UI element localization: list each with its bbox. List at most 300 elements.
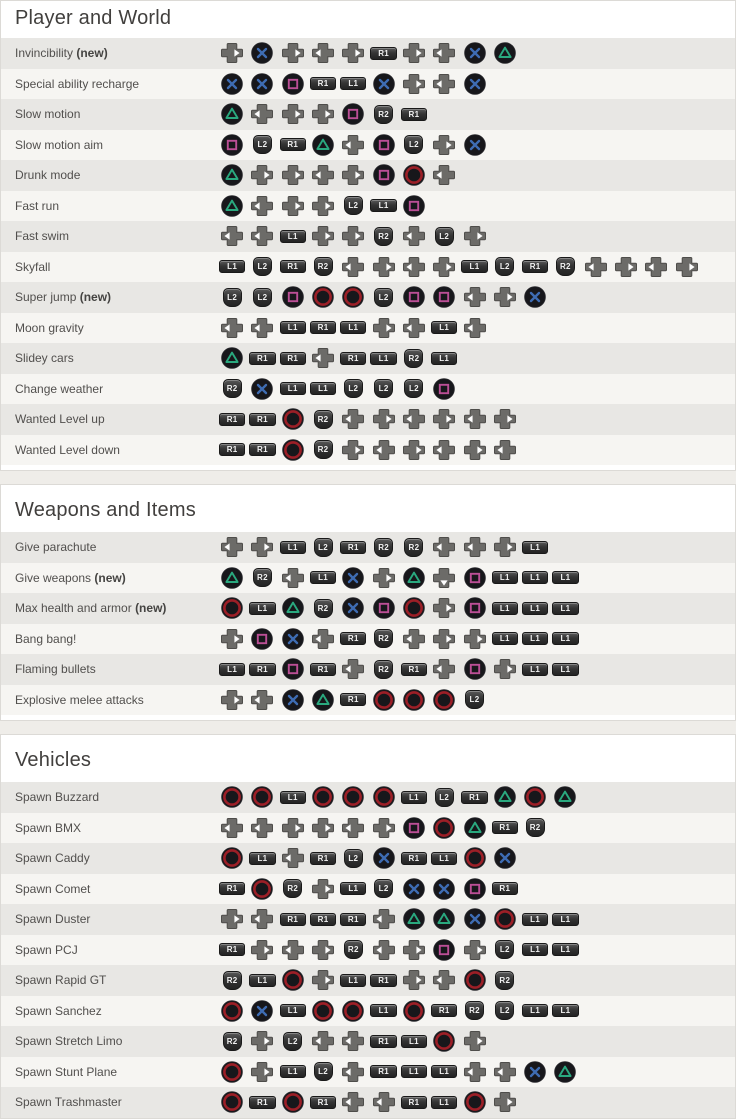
dpad-left-icon [461, 316, 487, 340]
l1-button-icon: L1 [249, 974, 275, 987]
r1-button-icon: R1 [370, 974, 396, 987]
l1-button-icon: L1 [552, 632, 578, 645]
l2-button-slot [492, 938, 518, 962]
dpad-right-icon [431, 407, 457, 431]
r1-button-icon: R1 [340, 541, 366, 554]
triangle-button-icon [219, 566, 245, 590]
r2-button-icon: R2 [374, 227, 393, 246]
dpad-left-icon [401, 316, 427, 340]
cheat-label: Fast run [15, 198, 60, 213]
circle-button-icon [401, 596, 427, 620]
cheat-rows [1, 532, 735, 715]
dpad-left-icon [310, 163, 336, 187]
r1-button-slot [492, 816, 518, 840]
dpad-right-icon [401, 438, 427, 462]
l1-button-icon: L1 [492, 571, 518, 584]
dpad-left-icon [431, 41, 457, 65]
dpad-right-icon [461, 1029, 487, 1053]
l2-button-icon: L2 [344, 196, 363, 215]
dpad-right-icon [461, 938, 487, 962]
dpad-left-icon [401, 224, 427, 248]
r1-button-slot [401, 1090, 427, 1114]
button-sequence [219, 968, 518, 992]
l1-button-icon: L1 [340, 321, 366, 334]
l1-button-slot [370, 194, 396, 218]
dpad-right-icon [461, 438, 487, 462]
l1-button-slot [552, 566, 578, 590]
l1-button-slot [522, 566, 548, 590]
l2-button-icon: L2 [253, 288, 272, 307]
l1-button-slot [249, 846, 275, 870]
button-sequence [219, 133, 488, 157]
triangle-button-icon [401, 907, 427, 931]
triangle-button-icon [310, 688, 336, 712]
dpad-right-icon [280, 41, 306, 65]
l1-button-slot [370, 346, 396, 370]
l2-button-icon: L2 [495, 257, 514, 276]
l1-button-slot [522, 627, 548, 651]
cross-button-icon [280, 627, 306, 651]
r1-button-icon: R1 [310, 321, 336, 334]
dpad-left-icon [249, 688, 275, 712]
l1-button-slot [431, 846, 457, 870]
button-sequence [219, 627, 579, 651]
cheat-label: Spawn Sanchez [15, 1003, 102, 1018]
dpad-down-icon [431, 566, 457, 590]
r1-button-icon: R1 [370, 47, 396, 60]
circle-button-icon [401, 688, 427, 712]
dpad-right-icon [219, 627, 245, 651]
r2-button-slot [401, 346, 427, 370]
r1-button-icon: R1 [280, 138, 306, 151]
l1-button-icon: L1 [522, 663, 548, 676]
dpad-left-icon [431, 968, 457, 992]
l2-button-icon: L2 [253, 135, 272, 154]
circle-button-icon [280, 407, 306, 431]
r2-button-slot [340, 938, 366, 962]
l1-button-icon: L1 [431, 321, 457, 334]
button-sequence [219, 596, 579, 620]
r2-button-icon: R2 [374, 105, 393, 124]
r1-button-slot [340, 346, 366, 370]
r1-button-slot [370, 968, 396, 992]
r1-button-icon: R1 [280, 260, 306, 273]
cross-button-icon [522, 1060, 548, 1084]
cheat-row [1, 374, 735, 405]
circle-button-icon [249, 785, 275, 809]
r1-button-slot [249, 407, 275, 431]
r1-button-slot [461, 785, 487, 809]
l2-button-slot [249, 285, 275, 309]
dpad-right-icon [370, 407, 396, 431]
circle-button-icon [310, 999, 336, 1023]
circle-button-icon [219, 999, 245, 1023]
circle-button-icon [461, 968, 487, 992]
cross-button-icon [522, 285, 548, 309]
dpad-left-icon [461, 285, 487, 309]
dpad-left-icon [340, 133, 366, 157]
section-vehicles [0, 734, 736, 1119]
cheat-label: Special ability recharge [15, 76, 140, 91]
l1-button-icon: L1 [340, 77, 366, 90]
l1-button-slot [431, 316, 457, 340]
l1-button-slot [522, 907, 548, 931]
cross-button-icon [461, 907, 487, 931]
r1-button-icon: R1 [401, 1096, 427, 1109]
r1-button-icon: R1 [310, 1096, 336, 1109]
r1-button-icon: R1 [401, 852, 427, 865]
l1-button-slot [522, 938, 548, 962]
r2-button-icon: R2 [404, 538, 423, 557]
r1-button-slot [219, 938, 245, 962]
r1-button-icon: R1 [492, 882, 518, 895]
dpad-right-icon [219, 41, 245, 65]
l2-button-slot [431, 224, 457, 248]
l1-button-slot [492, 566, 518, 590]
r2-button-icon: R2 [314, 410, 333, 429]
dpad-right-icon [461, 627, 487, 651]
l2-button-slot [370, 877, 396, 901]
cheat-label: Max health and armor (new) [15, 601, 167, 616]
r1-button-slot [431, 999, 457, 1023]
dpad-right-icon [310, 877, 336, 901]
cheat-label: Skyfall [15, 259, 51, 274]
button-sequence [219, 907, 579, 931]
dpad-left-icon [249, 907, 275, 931]
l2-button-slot [280, 1029, 306, 1053]
r1-button-icon: R1 [492, 821, 518, 834]
triangle-button-icon [552, 785, 578, 809]
new-badge: (new) [79, 290, 112, 305]
circle-button-icon [522, 785, 548, 809]
l2-button-icon: L2 [283, 1032, 302, 1051]
l1-button-icon: L1 [249, 852, 275, 865]
r2-button-slot [219, 377, 245, 401]
l2-button-icon: L2 [374, 288, 393, 307]
square-button-icon [249, 627, 275, 651]
r2-button-slot [310, 255, 336, 279]
triangle-button-icon [219, 194, 245, 218]
r1-button-slot [219, 407, 245, 431]
l1-button-icon: L1 [492, 632, 518, 645]
cheat-row [1, 843, 735, 874]
square-button-icon [431, 377, 457, 401]
cross-button-icon [461, 133, 487, 157]
r2-button-slot [370, 102, 396, 126]
button-sequence [219, 438, 518, 462]
r1-button-slot [249, 657, 275, 681]
dpad-left-icon [310, 346, 336, 370]
cheat-label: Wanted Level down [15, 442, 120, 457]
l2-button-slot [340, 846, 366, 870]
circle-button-icon [401, 163, 427, 187]
button-sequence [219, 163, 457, 187]
dpad-left-icon [431, 163, 457, 187]
r2-button-icon: R2 [556, 257, 575, 276]
l2-button-icon: L2 [465, 690, 484, 709]
dpad-right-icon [249, 938, 275, 962]
cheat-row [1, 624, 735, 655]
r1-button-icon: R1 [249, 352, 275, 365]
l1-button-icon: L1 [492, 602, 518, 615]
button-sequence [219, 224, 488, 248]
cheat-row [1, 935, 735, 966]
r1-button-icon: R1 [340, 352, 366, 365]
l2-button-slot [340, 194, 366, 218]
triangle-button-icon [461, 816, 487, 840]
circle-button-icon [310, 785, 336, 809]
l1-button-slot [552, 657, 578, 681]
cheat-label: Fast swim [15, 229, 69, 244]
l1-button-icon: L1 [280, 321, 306, 334]
dpad-right-icon [370, 566, 396, 590]
dpad-left-icon [492, 438, 518, 462]
l2-button-icon: L2 [314, 1062, 333, 1081]
l1-button-slot [340, 316, 366, 340]
l2-button-slot [492, 999, 518, 1023]
r1-button-slot [310, 72, 336, 96]
r2-button-icon: R2 [374, 629, 393, 648]
dpad-right-icon [340, 438, 366, 462]
dpad-left-icon [370, 1090, 396, 1114]
circle-button-icon [249, 877, 275, 901]
l1-button-icon: L1 [370, 1004, 396, 1017]
dpad-right-icon [401, 968, 427, 992]
button-sequence [219, 346, 457, 370]
cheat-row [1, 69, 735, 100]
l1-button-icon: L1 [280, 230, 306, 243]
l2-button-icon: L2 [223, 288, 242, 307]
r2-button-slot [552, 255, 578, 279]
r2-button-slot [249, 566, 275, 590]
l2-button-slot [492, 255, 518, 279]
dpad-left-icon [401, 255, 427, 279]
l1-button-icon: L1 [552, 943, 578, 956]
l1-button-icon: L1 [401, 1035, 427, 1048]
l2-button-icon: L2 [404, 379, 423, 398]
dpad-left-icon [280, 566, 306, 590]
l1-button-icon: L1 [401, 1065, 427, 1078]
button-sequence [219, 194, 427, 218]
button-sequence [219, 657, 579, 681]
l1-button-slot [552, 907, 578, 931]
r2-button-slot [280, 877, 306, 901]
r1-button-slot [310, 316, 336, 340]
r1-button-slot [370, 1029, 396, 1053]
r1-button-slot [219, 438, 245, 462]
l1-button-icon: L1 [431, 1065, 457, 1078]
button-sequence [219, 377, 457, 401]
dpad-right-icon [249, 1060, 275, 1084]
dpad-left-icon [431, 657, 457, 681]
button-sequence [219, 1060, 579, 1084]
dpad-right-icon [370, 816, 396, 840]
button-sequence [219, 255, 700, 279]
dpad-left-icon [340, 1060, 366, 1084]
r2-button-icon: R2 [374, 538, 393, 557]
cheat-row [1, 782, 735, 813]
dpad-right-icon [492, 1090, 518, 1114]
l2-button-slot [249, 255, 275, 279]
cross-button-icon [370, 846, 396, 870]
section-title: Vehicles [15, 749, 92, 771]
dpad-right-icon [431, 133, 457, 157]
l1-button-slot [249, 968, 275, 992]
triangle-button-icon [401, 566, 427, 590]
r1-button-icon: R1 [219, 882, 245, 895]
dpad-left-icon [310, 1029, 336, 1053]
r2-button-icon: R2 [223, 379, 242, 398]
r2-button-icon: R2 [314, 257, 333, 276]
r1-button-icon: R1 [370, 1035, 396, 1048]
button-sequence [219, 1090, 518, 1114]
r1-button-slot [370, 41, 396, 65]
l1-button-slot [280, 224, 306, 248]
r1-button-icon: R1 [280, 352, 306, 365]
cross-button-icon [492, 846, 518, 870]
l1-button-slot [310, 377, 336, 401]
cheat-row [1, 1087, 735, 1118]
r2-button-slot [310, 438, 336, 462]
cheat-label: Spawn BMX [15, 820, 82, 835]
l1-button-icon: L1 [461, 260, 487, 273]
l1-button-icon: L1 [522, 602, 548, 615]
cheat-label: Drunk mode [15, 168, 81, 183]
circle-button-icon [492, 907, 518, 931]
l1-button-slot [280, 316, 306, 340]
l1-button-icon: L1 [280, 1004, 306, 1017]
square-button-icon [340, 102, 366, 126]
r2-button-icon: R2 [404, 349, 423, 368]
dpad-left-icon [219, 316, 245, 340]
l1-button-icon: L1 [431, 352, 457, 365]
l1-button-slot [310, 566, 336, 590]
button-sequence [219, 816, 548, 840]
cheat-label: Invincibility (new) [15, 46, 108, 61]
l1-button-slot [340, 968, 366, 992]
square-button-icon [401, 285, 427, 309]
r1-button-slot [401, 846, 427, 870]
r2-button-slot [219, 1029, 245, 1053]
cheat-rows [1, 38, 735, 465]
l1-button-icon: L1 [310, 382, 336, 395]
r2-button-slot [370, 627, 396, 651]
l1-button-slot [340, 72, 366, 96]
l1-button-icon: L1 [401, 791, 427, 804]
dpad-right-icon [310, 102, 336, 126]
l1-button-slot [431, 1090, 457, 1114]
square-button-icon [370, 133, 396, 157]
section-title: Player and World [15, 7, 172, 29]
dpad-right-icon [219, 688, 245, 712]
r1-button-slot [370, 1060, 396, 1084]
circle-button-icon [219, 846, 245, 870]
r2-button-icon: R2 [253, 568, 272, 587]
l1-button-slot [401, 1029, 427, 1053]
r1-button-slot [280, 255, 306, 279]
r2-button-icon: R2 [223, 971, 242, 990]
cheat-row [1, 532, 735, 563]
circle-button-icon [431, 1029, 457, 1053]
l1-button-slot [280, 999, 306, 1023]
cross-button-icon [461, 41, 487, 65]
l2-button-slot [310, 535, 336, 559]
cheat-row [1, 593, 735, 624]
cheat-row [1, 685, 735, 716]
dpad-right-icon [280, 194, 306, 218]
dpad-left-icon [431, 535, 457, 559]
r1-button-slot [401, 657, 427, 681]
r2-button-icon: R2 [283, 879, 302, 898]
cross-button-icon [431, 877, 457, 901]
dpad-right-icon [492, 657, 518, 681]
r1-button-slot [249, 346, 275, 370]
cheat-row [1, 38, 735, 69]
cross-button-icon [340, 566, 366, 590]
cheat-label: Spawn Duster [15, 912, 91, 927]
l1-button-icon: L1 [522, 632, 548, 645]
cheat-label: Spawn Caddy [15, 851, 90, 866]
square-button-icon [461, 657, 487, 681]
r1-button-slot [310, 907, 336, 931]
r2-button-slot [219, 968, 245, 992]
square-button-icon [431, 938, 457, 962]
dpad-right-icon [431, 596, 457, 620]
r1-button-icon: R1 [340, 693, 366, 706]
dpad-left-icon [401, 407, 427, 431]
cheat-row [1, 965, 735, 996]
triangle-button-icon [310, 133, 336, 157]
r1-button-slot [310, 846, 336, 870]
dpad-right-icon [492, 407, 518, 431]
dpad-right-icon [219, 907, 245, 931]
dpad-left-icon [249, 224, 275, 248]
l2-button-slot [401, 377, 427, 401]
r1-button-icon: R1 [249, 1096, 275, 1109]
dpad-left-icon [310, 41, 336, 65]
l2-button-icon: L2 [495, 940, 514, 959]
circle-button-icon [219, 1090, 245, 1114]
cross-button-icon [370, 72, 396, 96]
dpad-left-icon [431, 438, 457, 462]
dpad-right-icon [310, 224, 336, 248]
cheat-row [1, 404, 735, 435]
cheat-label: Wanted Level up [15, 412, 105, 427]
r1-button-icon: R1 [249, 413, 275, 426]
l2-button-icon: L2 [374, 379, 393, 398]
r1-button-slot [340, 907, 366, 931]
r1-button-icon: R1 [249, 663, 275, 676]
cross-button-icon [280, 688, 306, 712]
l1-button-icon: L1 [431, 852, 457, 865]
l1-button-icon: L1 [552, 602, 578, 615]
dpad-left-icon [370, 438, 396, 462]
cheat-label: Spawn Comet [15, 881, 91, 896]
dpad-left-icon [249, 102, 275, 126]
r2-button-icon: R2 [526, 818, 545, 837]
cross-button-icon [401, 877, 427, 901]
new-badge: (new) [135, 601, 167, 616]
dpad-left-icon [340, 407, 366, 431]
dpad-left-icon [249, 194, 275, 218]
square-button-icon [461, 566, 487, 590]
r1-button-icon: R1 [401, 108, 427, 121]
dpad-left-icon [431, 72, 457, 96]
cheat-label: Moon gravity [15, 320, 84, 335]
circle-button-icon [431, 688, 457, 712]
l1-button-slot [219, 255, 245, 279]
l2-button-icon: L2 [314, 538, 333, 557]
